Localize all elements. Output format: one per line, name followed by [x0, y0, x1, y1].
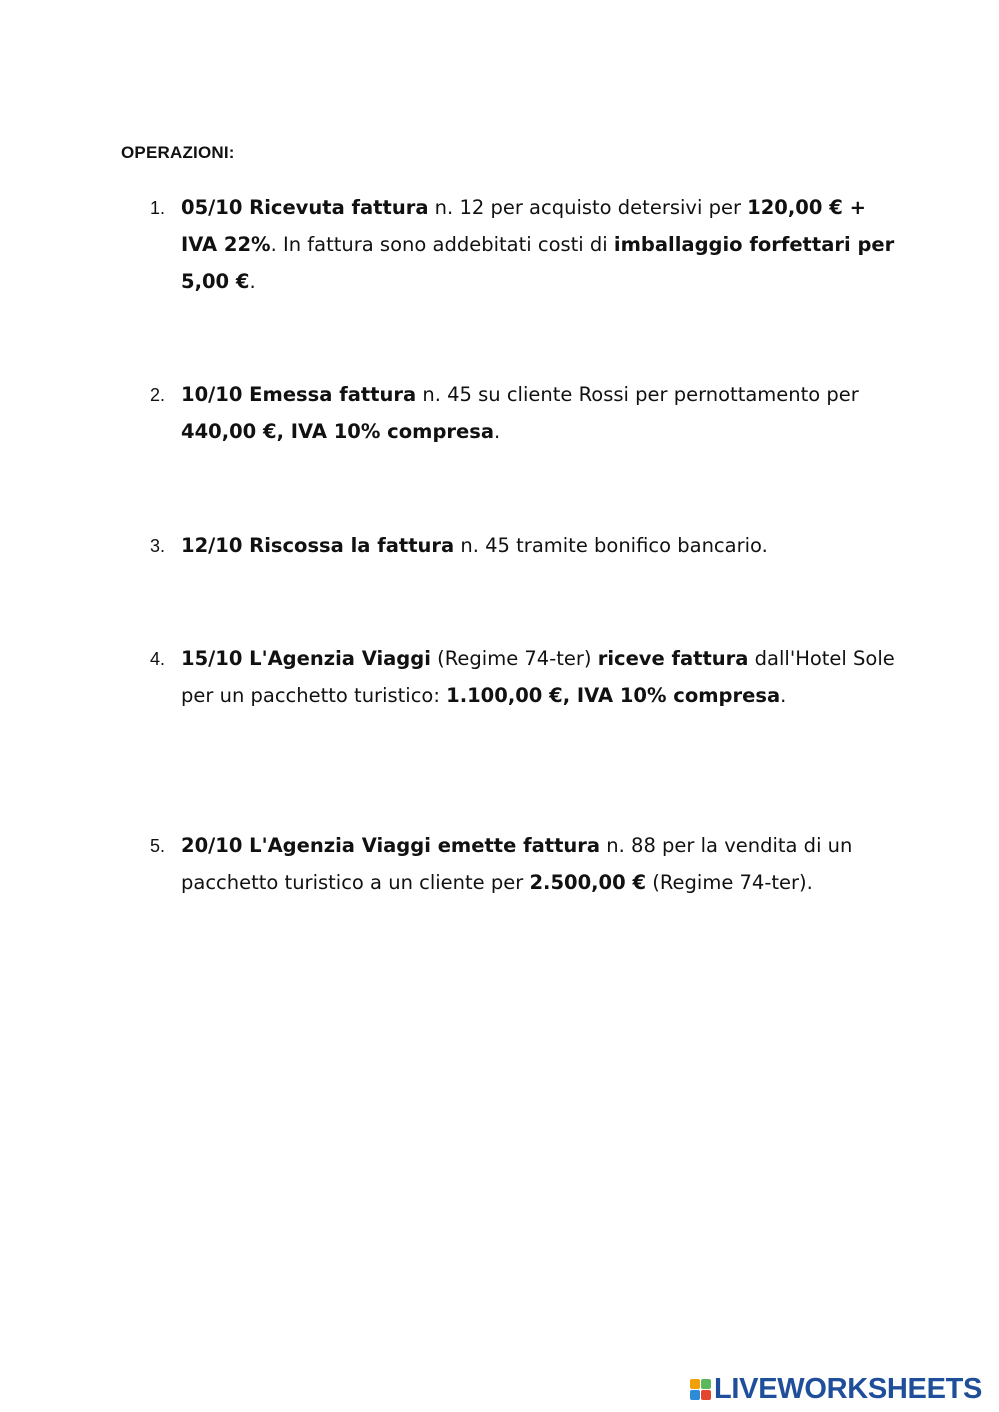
operation-text-bold: 10/10 Emessa fattura: [181, 383, 417, 406]
operation-number: 3.: [150, 536, 166, 556]
liveworksheets-logo-icon: [690, 1379, 711, 1400]
operation-text-bold: 12/10 Riscossa la fattura: [181, 534, 455, 557]
operation-text-bold: 120,00 € + IVA 22%: [181, 196, 866, 256]
operation-text-run: .: [780, 684, 787, 707]
operation-text-bold: 1.100,00 €, IVA 10% compresa: [446, 684, 781, 707]
operation-text-bold: imballaggio forfettari per 5,00 €: [181, 233, 895, 293]
operation-text-run: (Regime 74-ter): [430, 647, 598, 670]
logo-square: [690, 1379, 700, 1389]
logo-square: [690, 1390, 700, 1400]
operation-item: [150, 640, 901, 714]
logo-text: LIVEWORKSHEETS: [714, 1372, 983, 1405]
operation-text-run: n. 45 tramite bonifico bancario.: [454, 534, 768, 557]
operation-item: [150, 376, 901, 450]
operation-text-bold: 2.500,00 €: [529, 871, 647, 894]
operation-text-run: .: [494, 420, 501, 443]
operation-text: [181, 647, 895, 707]
operation-text-run: n. 12 per acquisto detersivi per: [428, 196, 748, 219]
operation-text-run: . In fattura sono addebitati costi di: [270, 233, 614, 256]
operation-text-bold: 15/10 L'Agenzia Viaggi: [181, 647, 431, 670]
operation-text: [181, 534, 768, 557]
operation-text: [181, 383, 859, 443]
operation-text-run: (Regime 74-ter).: [646, 871, 813, 894]
liveworksheets-logo: [690, 1372, 982, 1406]
operation-text-run: n. 88 per la vendita di un pacchetto turistico a un cliente per: [181, 834, 853, 894]
operation-text-run: .: [249, 270, 256, 293]
operation-text: [181, 834, 852, 894]
operation-item: [150, 527, 901, 564]
operation-number: 4.: [150, 649, 166, 669]
operation-text-bold: 05/10 Ricevuta fattura: [181, 196, 429, 219]
logo-square: [701, 1379, 711, 1389]
operation-number: 2.: [150, 385, 166, 405]
logo-square: [701, 1390, 711, 1400]
operation-item: [150, 189, 901, 300]
operation-text-bold: 440,00 €, IVA 10% compresa: [181, 420, 495, 443]
operation-number: 1.: [150, 198, 166, 218]
operation-text-bold: riceve fattura: [597, 647, 749, 670]
operation-number: 5.: [150, 836, 166, 856]
operation-item: [150, 827, 901, 901]
page-title: OPERAZIONI:: [121, 143, 235, 162]
operation-text-run: dall'Hotel Sole per un pacchetto turistico:: [181, 647, 895, 707]
operation-text-bold: 20/10 L'Agenzia Viaggi emette fattura: [181, 834, 601, 857]
operation-text: [181, 196, 894, 293]
operation-text-run: n. 45 su cliente Rossi per pernottamento per: [416, 383, 859, 406]
